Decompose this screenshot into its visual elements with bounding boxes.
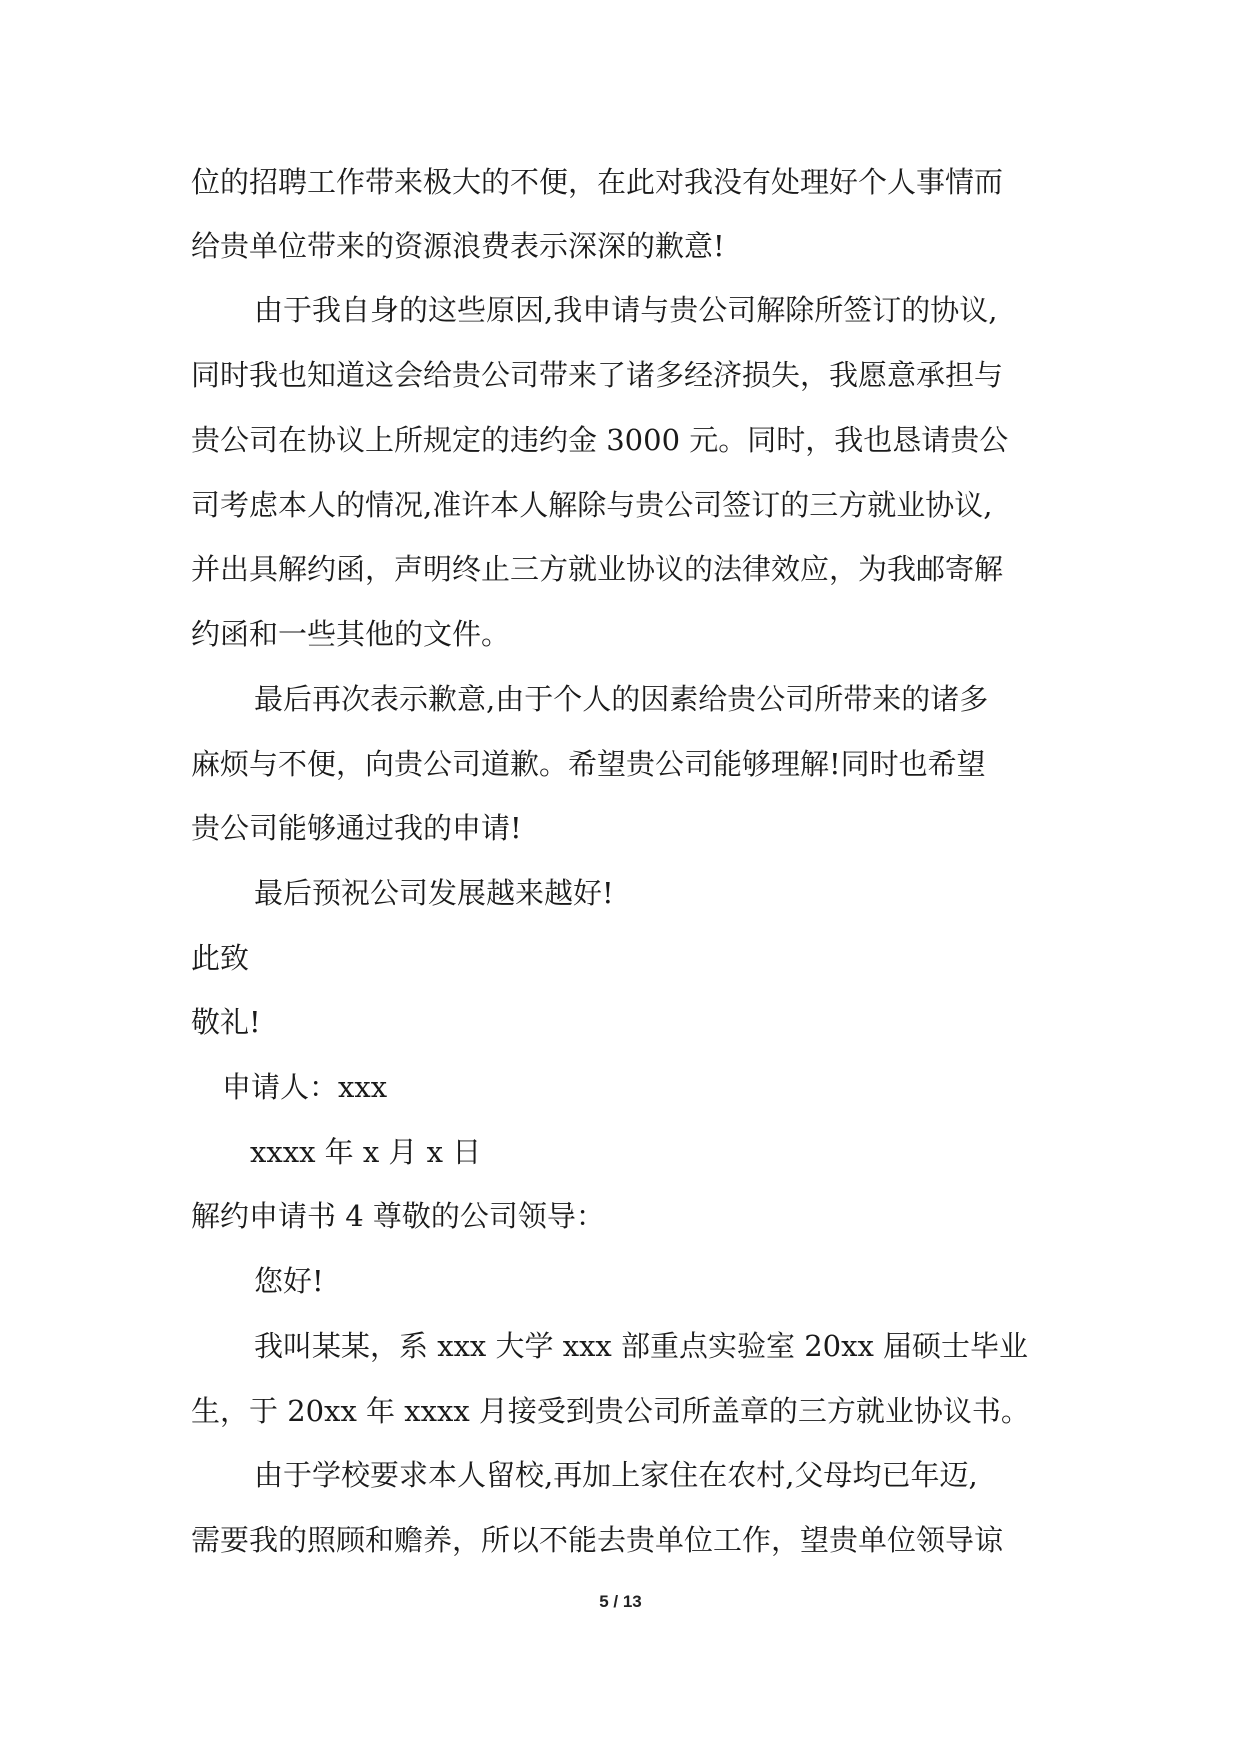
text-line: 并出具解约函，声明终止三方就业协议的法律效应，为我邮寄解: [191, 552, 1004, 586]
text-line: 生，于 20xx 年 xxxx 月接受到贵公司所盖章的三方就业协议书。: [191, 1394, 1030, 1428]
text-line: 需要我的照顾和赡养，所以不能去贵单位工作，望贵单位领导谅: [191, 1523, 1004, 1557]
text-line: 贵公司能够通过我的申请!: [191, 811, 522, 845]
applicant-line: 申请人：xxx: [222, 1070, 388, 1104]
paragraph-start-line: 我叫某某，系 xxx 大学 xxx 部重点实验室 20xx 届硕士毕业: [254, 1329, 1029, 1363]
text-line: 司考虑本人的情况,准许本人解除与贵公司签订的三方就业协议,: [191, 488, 993, 522]
text-line: 给贵单位带来的资源浪费表示深深的歉意!: [191, 229, 725, 263]
salutation-line: 敬礼!: [191, 1005, 261, 1039]
paragraph-start-line: 由于我自身的这些原因,我申请与贵公司解除所签订的协议,: [254, 293, 998, 327]
text-line: 贵公司在协议上所规定的违约金 3000 元。同时，我也恳请贵公: [191, 423, 1009, 457]
paragraph-start-line: 最后再次表示歉意,由于个人的因素给贵公司所带来的诸多: [254, 682, 989, 716]
text-line: 约函和一些其他的文件。: [191, 617, 511, 651]
paragraph-start-line: 您好!: [254, 1264, 324, 1298]
paragraph-start-line: 最后预祝公司发展越来越好!: [254, 876, 614, 910]
salutation-line: 此致: [191, 941, 250, 975]
text-line: 同时我也知道这会给贵公司带来了诸多经济损失，我愿意承担与: [191, 358, 1004, 392]
page-number: 5 / 13: [599, 1592, 642, 1611]
text-line: 位的招聘工作带来极大的不便，在此对我没有处理好个人事情而: [191, 165, 1004, 199]
date-line: xxxx 年 x 月 x 日: [250, 1135, 482, 1169]
section-heading-line: 解约申请书 4 尊敬的公司领导：: [191, 1199, 605, 1233]
paragraph-start-line: 由于学校要求本人留校,再加上家住在农村,父母均已年迈,: [254, 1458, 978, 1492]
text-line: 麻烦与不便，向贵公司道歉。希望贵公司能够理解!同时也希望: [191, 747, 986, 781]
